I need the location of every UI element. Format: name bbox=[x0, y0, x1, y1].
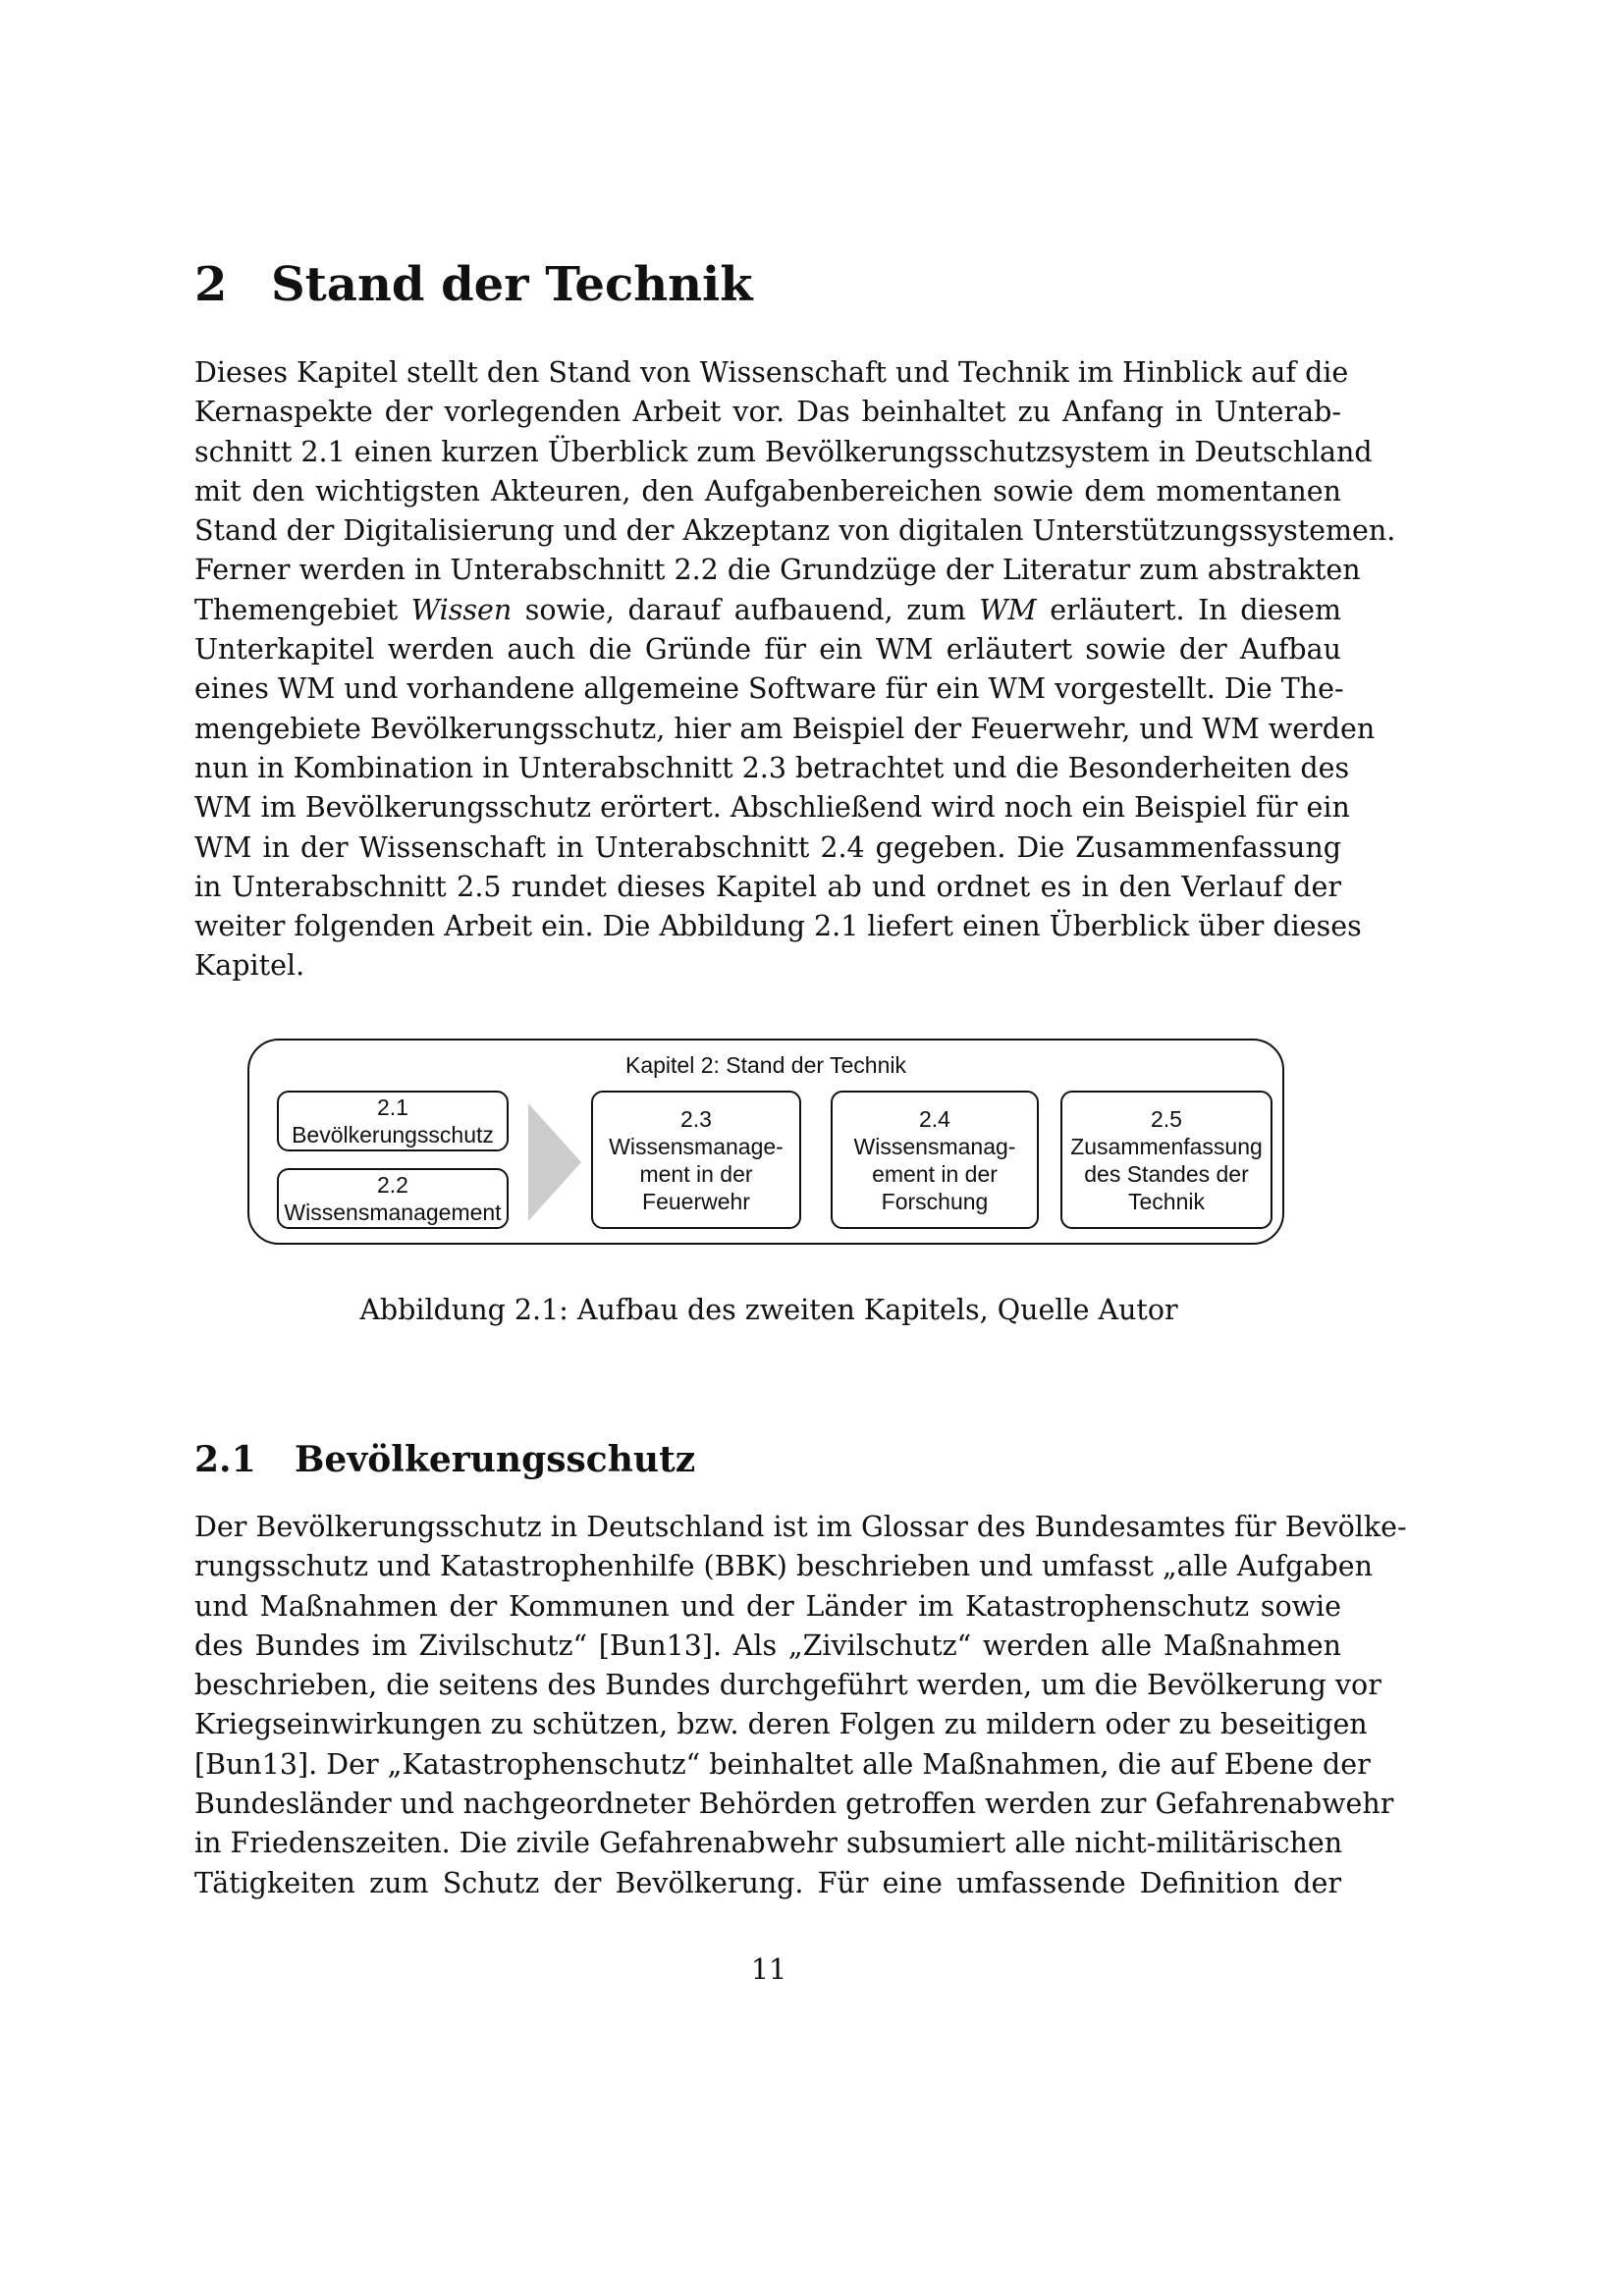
box-label-line: Wissensmanag- bbox=[853, 1133, 1016, 1159]
text-line bbox=[194, 591, 1341, 630]
box-label-line: Forschung bbox=[881, 1188, 989, 1214]
page-number: 11 bbox=[750, 1953, 787, 1986]
text-line: eines WM und vorhandene allgemeine Software für ein WM vorgestellt. Die The- bbox=[194, 672, 1344, 706]
text-line: und Maßnahmen der Kommunen und der Länder im Katastrophenschutz sowie bbox=[194, 1589, 1341, 1623]
text-line: in Friedenszeiten. Die zivile Gefahrenabwehr subsumiert alle nicht-militärischen bbox=[194, 1827, 1343, 1860]
text-line: [Bun13]. Der „Katastrophenschutz“ beinhaltet alle Maßnahmen, die auf Ebene der bbox=[194, 1747, 1371, 1781]
text-line: Kapitel. bbox=[194, 949, 305, 983]
text-line: rungsschutz und Katastrophenhilfe (BBK) beschrieben und umfasst „alle Aufgaben bbox=[194, 1550, 1373, 1583]
box-number: 2.4 bbox=[919, 1105, 950, 1132]
box-label-line: ement in der bbox=[872, 1160, 998, 1187]
text-line: mit den wichtigsten Akteuren, den Aufgabenbereichen sowie dem momentanen bbox=[194, 474, 1341, 507]
box-2-3 bbox=[591, 1091, 801, 1229]
text-run: erläutert. In diesem bbox=[1036, 593, 1341, 626]
section-heading bbox=[194, 1439, 695, 1480]
text-line: des Bundes im Zivilschutz“ [Bun13]. Als „Zivilschutz“ werden alle Maßnahmen bbox=[194, 1629, 1341, 1662]
chapter-number: 2 bbox=[194, 257, 228, 312]
text-line: Ferner werden in Unterabschnitt 2.2 die Grundzüge der Literatur zum abstrakten bbox=[194, 554, 1361, 587]
box-number: 2.2 bbox=[377, 1172, 408, 1198]
text-run: Themengebiet bbox=[194, 593, 411, 626]
text-run: sowie, darauf aufbauend, zum bbox=[512, 593, 980, 626]
text-line: Kriegseinwirkungen zu schützen, bzw. deren Folgen zu mildern oder zu beseitigen bbox=[194, 1708, 1368, 1741]
chapter-title: Stand der Technik bbox=[271, 257, 753, 312]
text-line: mengebiete Bevölkerungsschutz, hier am Beispiel der Feuerwehr, und WM werden bbox=[194, 712, 1376, 745]
text-line: in Unterabschnitt 2.5 rundet dieses Kapitel ab und ordnet es in den Verlauf der bbox=[194, 870, 1341, 903]
text-line: Der Bevölkerungsschutz in Deutschland ist im Glossar des Bundesamtes für Bevölke- bbox=[194, 1511, 1407, 1543]
box-2-2 bbox=[277, 1168, 509, 1229]
emphasis-wissen: Wissen bbox=[410, 593, 513, 626]
section-number: 2.1 bbox=[194, 1439, 256, 1480]
box-number: 2.5 bbox=[1151, 1105, 1182, 1132]
box-number: 2.1 bbox=[377, 1095, 408, 1120]
text-line: nun in Kombination in Unterabschnitt 2.3 betrachtet und die Besonderheiten des bbox=[194, 751, 1350, 784]
box-2-1 bbox=[277, 1091, 509, 1151]
box-label: Wissensmanagement bbox=[284, 1200, 502, 1225]
box-label-line: des Standes der bbox=[1084, 1160, 1249, 1187]
section-paragraph bbox=[194, 1508, 1407, 1903]
chapter-heading bbox=[194, 257, 752, 312]
box-label-line: ment in der bbox=[639, 1160, 753, 1187]
text-line: Bundesländer und nachgeordneter Behörden getroffen werden zur Gefahrenabwehr bbox=[194, 1788, 1394, 1821]
text-line: Stand der Digitalisierung und der Akzeptanz von digitalen Unterstützungssystemen. bbox=[194, 514, 1396, 548]
box-label: Bevölkerungsschutz bbox=[292, 1122, 494, 1148]
box-2-5 bbox=[1060, 1091, 1272, 1229]
box-label-line: Technik bbox=[1128, 1188, 1205, 1214]
text-line: schnitt 2.1 einen kurzen Überblick zum Bevölkerungsschutzsystem in Deutschland bbox=[194, 435, 1373, 468]
text-line: beschrieben, die seitens des Bundes durchgeführt werden, um die Bevölkerung vor bbox=[194, 1669, 1381, 1702]
diagram-title: Kapitel 2: Stand der Technik bbox=[625, 1052, 906, 1078]
intro-paragraph bbox=[194, 353, 1396, 987]
text-line: Unterkapitel werden auch die Gründe für ein WM erläutert sowie der Aufbau bbox=[194, 633, 1341, 667]
section-title: Bevölkerungsschutz bbox=[295, 1439, 696, 1480]
box-label-line: Zusammenfassung bbox=[1070, 1133, 1263, 1159]
box-label-line: Feuerwehr bbox=[642, 1188, 750, 1214]
arrow-right-icon bbox=[528, 1103, 581, 1221]
box-number: 2.3 bbox=[680, 1105, 712, 1132]
emphasis-wm: WM bbox=[979, 593, 1037, 626]
box-label-line: Wissensmanage- bbox=[609, 1133, 784, 1159]
text-line: WM im Bevölkerungsschutz erörtert. Abschließend wird noch ein Beispiel für ein bbox=[194, 791, 1350, 825]
figure-caption: Abbildung 2.1: Aufbau des zweiten Kapitels, Quelle Autor bbox=[359, 1294, 1178, 1326]
text-line: Tätigkeiten zum Schutz der Bevölkerung. Für eine umfassende Definition der bbox=[194, 1866, 1341, 1899]
text-line: weiter folgenden Arbeit ein. Die Abbildung 2.1 liefert einen Überblick über dieses bbox=[194, 910, 1362, 943]
text-line: Kernaspekte der vorlegenden Arbeit vor. Das beinhaltet zu Anfang in Unterab- bbox=[194, 396, 1341, 429]
box-2-4 bbox=[831, 1091, 1039, 1229]
text-line: Dieses Kapitel stellt den Stand von Wissenschaft und Technik im Hinblick auf die bbox=[194, 356, 1349, 389]
text-line: WM in der Wissenschaft in Unterabschnitt 2.4 gegeben. Die Zusammenfassung bbox=[194, 830, 1341, 864]
chapter-structure-diagram bbox=[247, 1039, 1284, 1245]
